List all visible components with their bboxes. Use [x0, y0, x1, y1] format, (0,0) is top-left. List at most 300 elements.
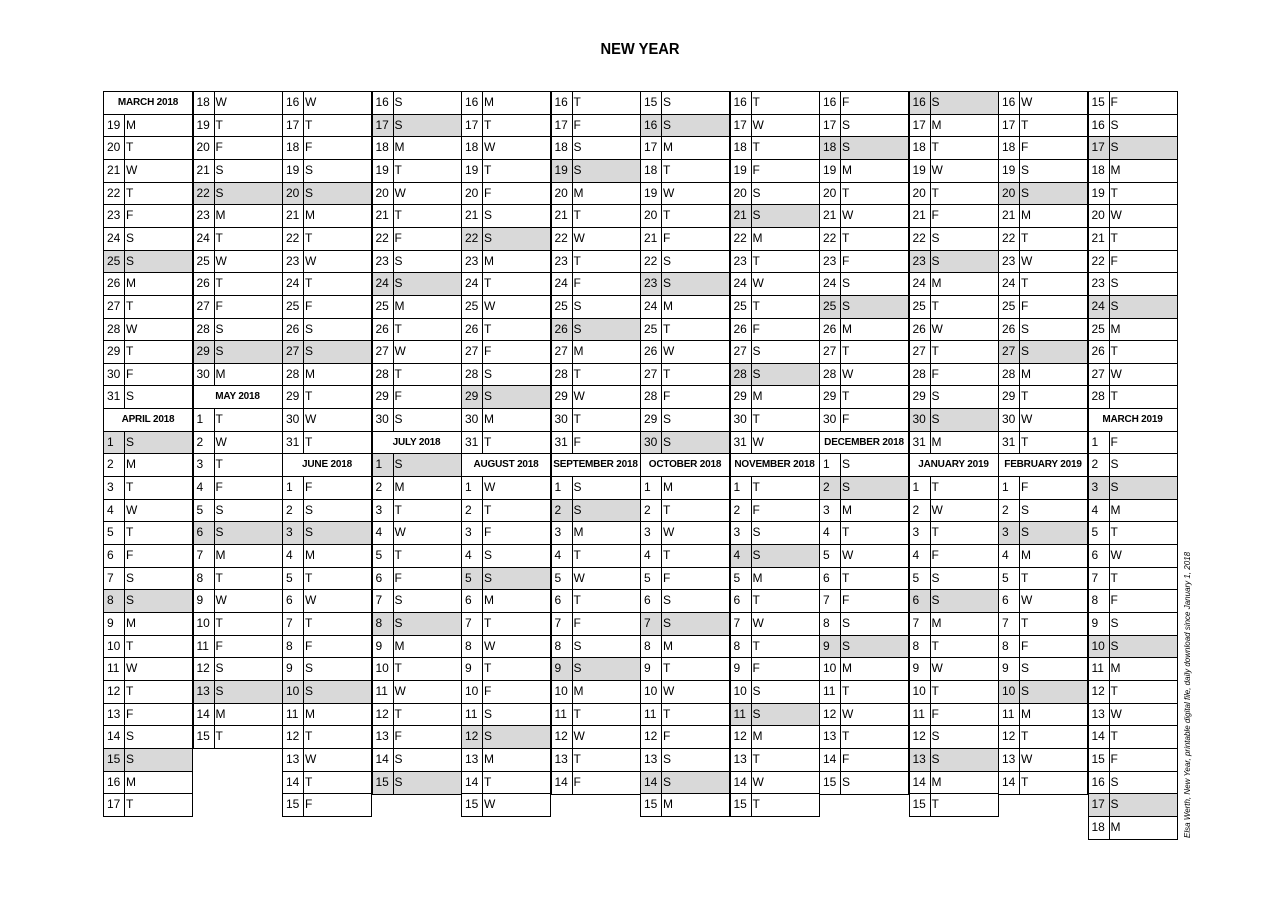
day-number: 3 — [733, 525, 741, 540]
day-cell — [998, 136, 1088, 160]
day-number: 29 — [375, 389, 389, 404]
weekend-day-cell — [551, 159, 641, 183]
cell-divider — [930, 272, 931, 296]
weekday-letter: M — [305, 208, 315, 223]
weekday-letter: F — [126, 548, 134, 562]
cell-divider — [214, 499, 215, 523]
cell-divider — [751, 748, 752, 772]
day-cell — [819, 771, 909, 795]
day-number: 17 — [1091, 797, 1105, 812]
cell-divider — [482, 385, 483, 409]
weekday-letter: M — [931, 774, 942, 789]
weekday-letter: T — [1110, 185, 1118, 200]
cell-divider — [930, 159, 931, 183]
cell-divider — [482, 159, 483, 183]
day-number: 25 — [823, 298, 837, 313]
weekend-day-cell — [1088, 136, 1178, 160]
day-number: 20 — [375, 185, 389, 200]
day-number: 25 — [196, 253, 210, 268]
cell-divider — [124, 227, 125, 251]
day-number: 16 — [107, 774, 121, 789]
weekday-letter: S — [126, 230, 135, 245]
day-number: 16 — [375, 95, 389, 109]
day-number: 28 — [465, 366, 479, 381]
day-number: 29 — [107, 344, 121, 359]
cell-divider — [572, 703, 573, 727]
day-number: 19 — [1002, 162, 1016, 177]
day-cell — [730, 295, 820, 319]
weekday-letter: M — [484, 253, 494, 268]
day-cell — [730, 385, 820, 409]
weekday-letter: M — [573, 683, 584, 698]
cell-divider — [1109, 635, 1110, 659]
day-number: 19 — [375, 162, 389, 177]
day-cell — [461, 703, 551, 727]
cell-divider — [124, 182, 125, 206]
weekday-letter: S — [305, 162, 314, 177]
weekday-letter: W — [305, 412, 317, 427]
day-number: 2 — [375, 480, 383, 495]
cell-divider — [393, 589, 394, 613]
day-cell — [282, 771, 372, 795]
day-number: 7 — [286, 615, 293, 630]
cell-divider — [661, 159, 662, 183]
day-cell — [819, 204, 909, 228]
day-number: 4 — [823, 525, 830, 540]
cell-divider — [572, 589, 573, 613]
weekday-letter: S — [573, 162, 582, 177]
weekday-letter: S — [931, 95, 940, 109]
weekday-letter: S — [931, 230, 940, 245]
cell-divider — [840, 544, 841, 568]
day-number: 25 — [1091, 321, 1105, 336]
day-number: 4 — [196, 480, 204, 495]
day-cell — [193, 725, 283, 749]
weekday-letter: S — [663, 276, 672, 291]
day-number: 26 — [286, 321, 300, 336]
weekday-letter: S — [126, 434, 135, 449]
weekday-letter: M — [484, 751, 494, 766]
cell-divider — [751, 431, 752, 455]
cell-divider — [303, 589, 304, 613]
day-cell — [640, 408, 730, 432]
day-number: 9 — [1091, 615, 1099, 630]
cell-divider — [751, 136, 752, 160]
day-cell — [372, 703, 462, 727]
day-number: 19 — [286, 162, 300, 177]
day-number: 23 — [1091, 276, 1105, 291]
day-number: 30 — [644, 434, 658, 449]
day-number: 16 — [1091, 117, 1105, 132]
day-number: 17 — [1091, 140, 1105, 155]
cell-divider — [930, 771, 931, 795]
day-cell — [1088, 453, 1178, 477]
weekday-letter: T — [1021, 570, 1029, 585]
cell-divider — [124, 748, 125, 772]
day-number: 4 — [375, 525, 383, 540]
cell-divider — [482, 136, 483, 160]
day-number: 26 — [107, 276, 121, 291]
weekday-letter: S — [663, 412, 672, 427]
weekday-letter: F — [573, 774, 581, 789]
cell-divider — [214, 182, 215, 206]
cell-divider — [124, 431, 125, 455]
weekday-letter: F — [305, 797, 313, 812]
day-number: 10 — [286, 683, 300, 698]
cell-divider — [1019, 612, 1020, 636]
cell-divider — [751, 521, 752, 545]
day-number: 19 — [912, 162, 926, 177]
weekday-letter: T — [931, 525, 939, 540]
day-cell — [730, 91, 820, 115]
cell-divider — [840, 159, 841, 183]
cell-divider — [1109, 657, 1110, 681]
weekday-letter: T — [663, 321, 671, 336]
day-number: 20 — [1091, 208, 1105, 223]
cell-divider — [393, 363, 394, 387]
day-number: 14 — [465, 774, 479, 789]
day-number: 30 — [375, 412, 389, 427]
weekday-letter: W — [215, 95, 227, 109]
day-number: 31 — [1002, 434, 1016, 449]
cell-divider — [1109, 703, 1110, 727]
day-cell — [193, 635, 283, 659]
weekday-letter: F — [1110, 253, 1118, 268]
weekday-letter: T — [305, 434, 313, 449]
day-cell — [372, 521, 462, 545]
day-number: 19 — [644, 185, 658, 200]
day-number: 11 — [1091, 661, 1104, 676]
cell-divider — [124, 385, 125, 409]
weekday-letter: T — [305, 389, 313, 404]
weekend-day-cell — [819, 476, 909, 500]
cell-divider — [482, 703, 483, 727]
weekday-letter: F — [842, 253, 850, 268]
weekday-letter: W — [484, 298, 496, 313]
weekday-letter: M — [931, 615, 942, 630]
day-cell — [372, 589, 462, 613]
weekend-day-cell — [282, 340, 372, 364]
weekday-letter: S — [305, 344, 314, 359]
day-number: 10 — [1002, 683, 1016, 698]
weekday-letter: T — [1021, 389, 1029, 404]
day-number: 12 — [823, 706, 837, 721]
weekend-day-cell — [730, 544, 820, 568]
cell-divider — [124, 771, 125, 795]
day-number: 21 — [644, 230, 658, 245]
cell-divider — [482, 725, 483, 749]
day-number: 11 — [912, 706, 925, 721]
cell-divider — [661, 340, 662, 364]
weekend-day-cell — [193, 340, 283, 364]
day-cell — [640, 159, 730, 183]
day-number: 21 — [554, 208, 568, 223]
cell-divider — [751, 204, 752, 228]
cell-divider — [124, 725, 125, 749]
weekday-letter: T — [1021, 729, 1029, 744]
day-number: 19 — [733, 162, 747, 177]
weekday-letter: S — [484, 230, 493, 245]
weekday-letter: F — [752, 502, 760, 517]
weekday-letter: W — [931, 502, 943, 517]
weekday-letter: T — [1110, 683, 1118, 698]
cell-divider — [482, 680, 483, 704]
weekday-letter: S — [1021, 502, 1030, 517]
day-cell — [461, 182, 551, 206]
weekday-letter: T — [842, 570, 850, 585]
day-number: 17 — [912, 117, 926, 132]
weekday-letter: W — [1021, 95, 1033, 109]
weekday-letter: F — [931, 366, 939, 381]
weekday-letter: W — [842, 548, 854, 562]
day-number: 4 — [1002, 548, 1009, 562]
day-number: 22 — [644, 253, 658, 268]
day-number: 21 — [1002, 208, 1016, 223]
cell-divider — [1109, 182, 1110, 206]
day-number: 14 — [1002, 774, 1016, 789]
day-number: 2 — [1002, 502, 1009, 517]
day-number: 30 — [1002, 412, 1016, 427]
day-cell — [372, 363, 462, 387]
weekend-day-cell — [551, 499, 641, 523]
day-cell — [730, 521, 820, 545]
day-number: 14 — [375, 751, 389, 766]
weekday-letter: T — [394, 321, 402, 336]
day-number: 20 — [644, 208, 658, 223]
weekday-letter: W — [663, 683, 675, 698]
cell-divider — [1109, 340, 1110, 364]
cell-divider — [124, 295, 125, 319]
day-cell — [909, 363, 999, 387]
day-number: 27 — [375, 344, 389, 359]
weekday-letter: T — [215, 412, 223, 427]
cell-divider — [1109, 521, 1110, 545]
day-number: 14 — [644, 774, 658, 789]
month-header: MARCH 2018 — [103, 91, 193, 115]
weekday-letter: S — [842, 457, 851, 472]
weekday-letter: T — [752, 638, 760, 653]
weekday-letter: W — [752, 774, 764, 789]
day-number: 25 — [107, 253, 121, 268]
cell-divider — [482, 612, 483, 636]
weekday-letter: W — [931, 321, 943, 336]
cell-divider — [572, 499, 573, 523]
weekday-letter: F — [931, 706, 939, 721]
day-cell — [461, 272, 551, 296]
cell-divider — [124, 657, 125, 681]
weekday-letter: S — [126, 751, 135, 766]
day-number: 6 — [465, 593, 472, 608]
cell-divider — [1109, 250, 1110, 274]
cell-divider — [840, 114, 841, 138]
day-cell — [282, 793, 372, 817]
day-cell — [730, 567, 820, 591]
day-number: 28 — [823, 366, 837, 381]
month-header: OCTOBER 2018 — [640, 453, 730, 477]
day-cell — [461, 680, 551, 704]
day-number: 10 — [554, 683, 568, 698]
day-number: 12 — [196, 661, 210, 676]
cell-divider — [1019, 589, 1020, 613]
weekday-letter: W — [931, 162, 943, 177]
cell-divider — [1019, 725, 1020, 749]
day-cell — [1088, 250, 1178, 274]
day-cell — [551, 748, 641, 772]
month-header: MARCH 2019 — [1088, 408, 1178, 432]
cell-divider — [1109, 589, 1110, 613]
cell-divider — [1019, 204, 1020, 228]
day-number: 25 — [465, 298, 479, 313]
cell-divider — [661, 567, 662, 591]
cell-divider — [751, 476, 752, 500]
weekday-letter: T — [215, 570, 223, 585]
cell-divider — [1019, 385, 1020, 409]
day-number: 16 — [1002, 95, 1016, 109]
day-number: 17 — [1002, 117, 1016, 132]
cell-divider — [661, 295, 662, 319]
cell-divider — [840, 612, 841, 636]
cell-divider — [124, 363, 125, 387]
day-number: 9 — [912, 661, 920, 676]
day-number: 5 — [912, 570, 920, 585]
day-cell — [909, 431, 999, 455]
day-number: 5 — [196, 502, 204, 517]
day-number: 14 — [286, 774, 300, 789]
weekday-letter: S — [931, 729, 940, 744]
weekday-letter: S — [663, 95, 672, 109]
cell-divider — [1019, 340, 1020, 364]
day-number: 15 — [286, 797, 300, 812]
weekend-day-cell — [819, 295, 909, 319]
day-cell — [998, 295, 1088, 319]
weekday-letter: T — [842, 230, 850, 245]
day-number: 22 — [196, 185, 210, 200]
cell-divider — [1109, 91, 1110, 115]
cell-divider — [303, 612, 304, 636]
day-number: 14 — [1091, 729, 1105, 744]
day-cell — [819, 250, 909, 274]
day-cell — [551, 612, 641, 636]
cell-divider — [572, 114, 573, 138]
cell-divider — [1019, 703, 1020, 727]
day-number: 26 — [1091, 344, 1105, 359]
cell-divider — [303, 250, 304, 274]
day-number: 29 — [286, 389, 300, 404]
day-number: 1 — [107, 434, 114, 449]
day-cell — [819, 703, 909, 727]
day-number: 16 — [554, 95, 568, 109]
cell-divider — [393, 476, 394, 500]
weekday-letter: S — [1021, 525, 1030, 540]
weekday-letter: T — [1110, 230, 1118, 245]
weekday-letter: W — [1110, 706, 1122, 721]
day-cell — [909, 567, 999, 591]
day-cell — [103, 771, 193, 795]
weekday-letter: M — [1021, 366, 1031, 381]
weekend-day-cell — [730, 204, 820, 228]
cell-divider — [751, 725, 752, 749]
weekday-letter: S — [1110, 276, 1119, 291]
cell-divider — [393, 250, 394, 274]
day-number: 23 — [196, 208, 210, 223]
day-cell — [1088, 340, 1178, 364]
cell-divider — [124, 272, 125, 296]
day-cell — [640, 340, 730, 364]
weekday-letter: S — [126, 729, 135, 744]
cell-divider — [930, 227, 931, 251]
day-cell — [282, 408, 372, 432]
weekday-letter: T — [215, 615, 223, 630]
day-cell — [730, 340, 820, 364]
weekday-letter: T — [305, 117, 313, 132]
cell-divider — [661, 318, 662, 342]
cell-divider — [930, 703, 931, 727]
day-cell — [640, 680, 730, 704]
cell-divider — [751, 612, 752, 636]
weekday-letter: T — [484, 502, 492, 517]
day-cell — [998, 476, 1088, 500]
weekday-letter: F — [126, 366, 134, 381]
day-cell — [730, 725, 820, 749]
weekday-letter: M — [394, 298, 405, 313]
weekend-day-cell — [998, 182, 1088, 206]
weekday-letter: M — [663, 638, 673, 653]
day-number: 8 — [196, 570, 204, 585]
cell-divider — [751, 318, 752, 342]
day-number: 2 — [196, 434, 204, 449]
day-number: 1 — [465, 480, 472, 495]
weekday-letter: M — [394, 480, 405, 495]
day-cell — [193, 363, 283, 387]
weekday-letter: W — [931, 661, 943, 676]
day-cell — [103, 499, 193, 523]
day-cell — [819, 159, 909, 183]
weekday-letter: W — [215, 593, 227, 608]
day-cell — [730, 272, 820, 296]
weekend-day-cell — [372, 771, 462, 795]
cell-divider — [124, 680, 125, 704]
day-cell — [193, 589, 283, 613]
cell-divider — [124, 136, 125, 160]
day-number: 1 — [912, 480, 920, 495]
day-cell — [193, 136, 283, 160]
cell-divider — [1019, 544, 1020, 568]
weekday-letter: F — [842, 95, 850, 109]
cell-divider — [572, 204, 573, 228]
weekday-letter: W — [752, 276, 764, 291]
weekday-letter: M — [573, 344, 584, 359]
day-cell — [551, 703, 641, 727]
day-cell — [551, 91, 641, 115]
day-number: 30 — [107, 366, 121, 381]
weekday-letter: T — [931, 344, 939, 359]
weekday-letter: S — [752, 683, 761, 698]
day-number: 14 — [554, 774, 568, 789]
day-cell — [640, 363, 730, 387]
day-cell — [372, 318, 462, 342]
day-number: 8 — [107, 593, 114, 608]
day-number: 15 — [1091, 751, 1105, 766]
day-number: 5 — [375, 548, 383, 562]
cell-divider — [1019, 431, 1020, 455]
cell-divider — [930, 544, 931, 568]
cell-divider — [482, 431, 483, 455]
weekday-letter: S — [842, 298, 851, 313]
day-number: 5 — [823, 548, 830, 562]
weekend-day-cell — [909, 408, 999, 432]
day-number: 13 — [554, 751, 568, 766]
day-number: 22 — [1091, 253, 1105, 268]
